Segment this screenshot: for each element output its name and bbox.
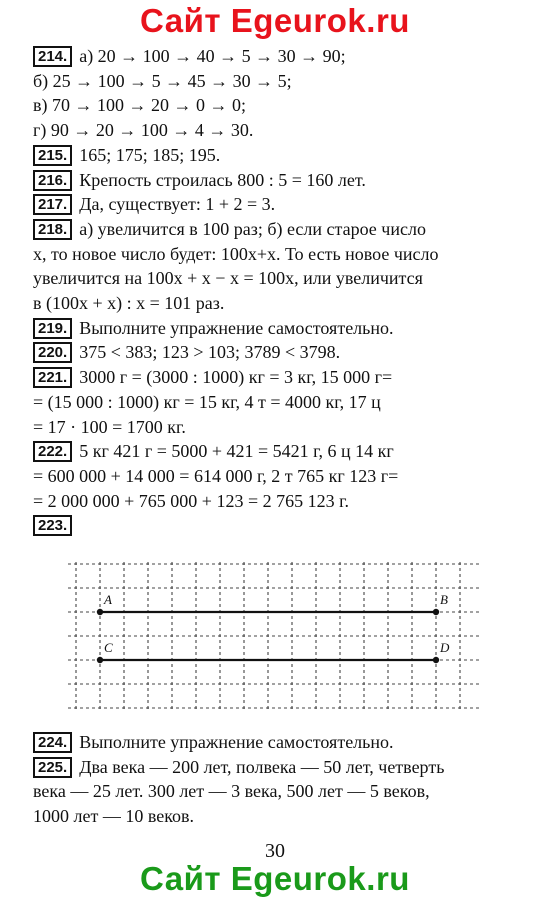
label-b: B <box>440 592 448 607</box>
task-line: Два века — 200 лет, полвека — 50 лет, четверть <box>79 756 445 777</box>
point-b <box>433 609 439 615</box>
task-215 <box>33 143 518 168</box>
task-text: 375 < 383; 123 > 103; 3789 < 3798. <box>79 342 341 363</box>
task-line: века — 25 лет. 300 лет — 3 века, 500 лет — 5 веков, <box>33 781 430 802</box>
task-text: Крепость строилась 800 : 5 = 160 лет. <box>79 169 366 190</box>
task-218 <box>33 217 518 242</box>
solutions-list <box>33 44 518 538</box>
task-225 <box>33 755 518 780</box>
task-line: 3000 г = (3000 : 1000) кг = 3 кг, 15 000 г= <box>79 367 393 388</box>
task-line: в (100x + x) : x = 101 раз. <box>33 293 225 314</box>
task-line: 5 кг 421 г = 5000 + 421 = 5421 г, 6 ц 14 кг <box>79 441 394 462</box>
task-number: 222. <box>33 441 72 462</box>
task-number: 219. <box>33 318 72 339</box>
task-number: 217. <box>33 194 72 215</box>
task-line: увеличится на 100x + x − x = 100x, или увеличится <box>33 268 423 289</box>
task-line: б) 25 → 100 → 5 → 45 → 30 → 5; <box>33 70 292 91</box>
point-d <box>433 657 439 663</box>
point-a <box>97 609 103 615</box>
task-220 <box>33 340 518 365</box>
task-text: Да, существует: 1 + 2 = 3. <box>79 194 276 215</box>
task-219 <box>33 316 518 341</box>
label-a: A <box>104 592 112 607</box>
task-line: x, то новое число будет: 100x+x. То есть новое число <box>33 243 439 264</box>
task-line: а) увеличится в 100 раз; б) если старое число <box>79 218 426 239</box>
task-number: 216. <box>33 170 72 191</box>
grid-figure <box>68 562 480 717</box>
task-number: 215. <box>33 145 72 166</box>
task-224 <box>33 730 518 755</box>
solutions-list-continued <box>33 730 518 829</box>
grid-lines <box>68 562 480 712</box>
task-line: = 2 000 000 + 765 000 + 123 = 2 765 123 г. <box>33 490 349 511</box>
task-number: 214. <box>33 46 72 67</box>
task-221 <box>33 365 518 390</box>
site-footer-title: Сайт Egeurok.ru <box>140 860 410 897</box>
task-line: в) 70 → 100 → 20 → 0 → 0; <box>33 95 246 116</box>
task-line: г) 90 → 20 → 100 → 4 → 30. <box>33 120 254 141</box>
task-line: = (15 000 : 1000) кг = 15 кг, 4 т = 4000 кг, 17 ц <box>33 391 381 412</box>
task-text: Выполните упражнение самостоятельно. <box>79 732 394 752</box>
task-number: 218. <box>33 219 72 240</box>
task-216 <box>33 168 518 193</box>
page-number: 30 <box>265 840 285 862</box>
task-line: = 600 000 + 14 000 = 614 000 г, 2 т 765 кг 123 г= <box>33 465 399 486</box>
task-222 <box>33 439 518 464</box>
task-text: 165; 175; 185; 195. <box>79 144 221 165</box>
parallel-segments-drawing <box>68 562 480 712</box>
site-header-title: Сайт Egeurok.ru <box>140 2 410 39</box>
task-line: = 17 · 100 = 1700 кг. <box>33 416 186 437</box>
task-line: 1000 лет — 10 веков. <box>33 806 195 827</box>
task-line: а) 20 → 100 → 40 → 5 → 30 → 90; <box>79 46 346 66</box>
task-217 <box>33 192 518 217</box>
task-number: 224. <box>33 732 72 753</box>
task-number: 221. <box>33 367 72 388</box>
task-223 <box>33 513 518 538</box>
label-d: D <box>440 640 450 655</box>
task-number: 223. <box>33 515 72 536</box>
point-c <box>97 657 103 663</box>
task-text: Выполните упражнение самостоятельно. <box>79 317 394 338</box>
task-number: 220. <box>33 342 72 363</box>
task-214 <box>33 44 518 69</box>
label-c: C <box>104 640 113 655</box>
task-number: 225. <box>33 757 72 778</box>
